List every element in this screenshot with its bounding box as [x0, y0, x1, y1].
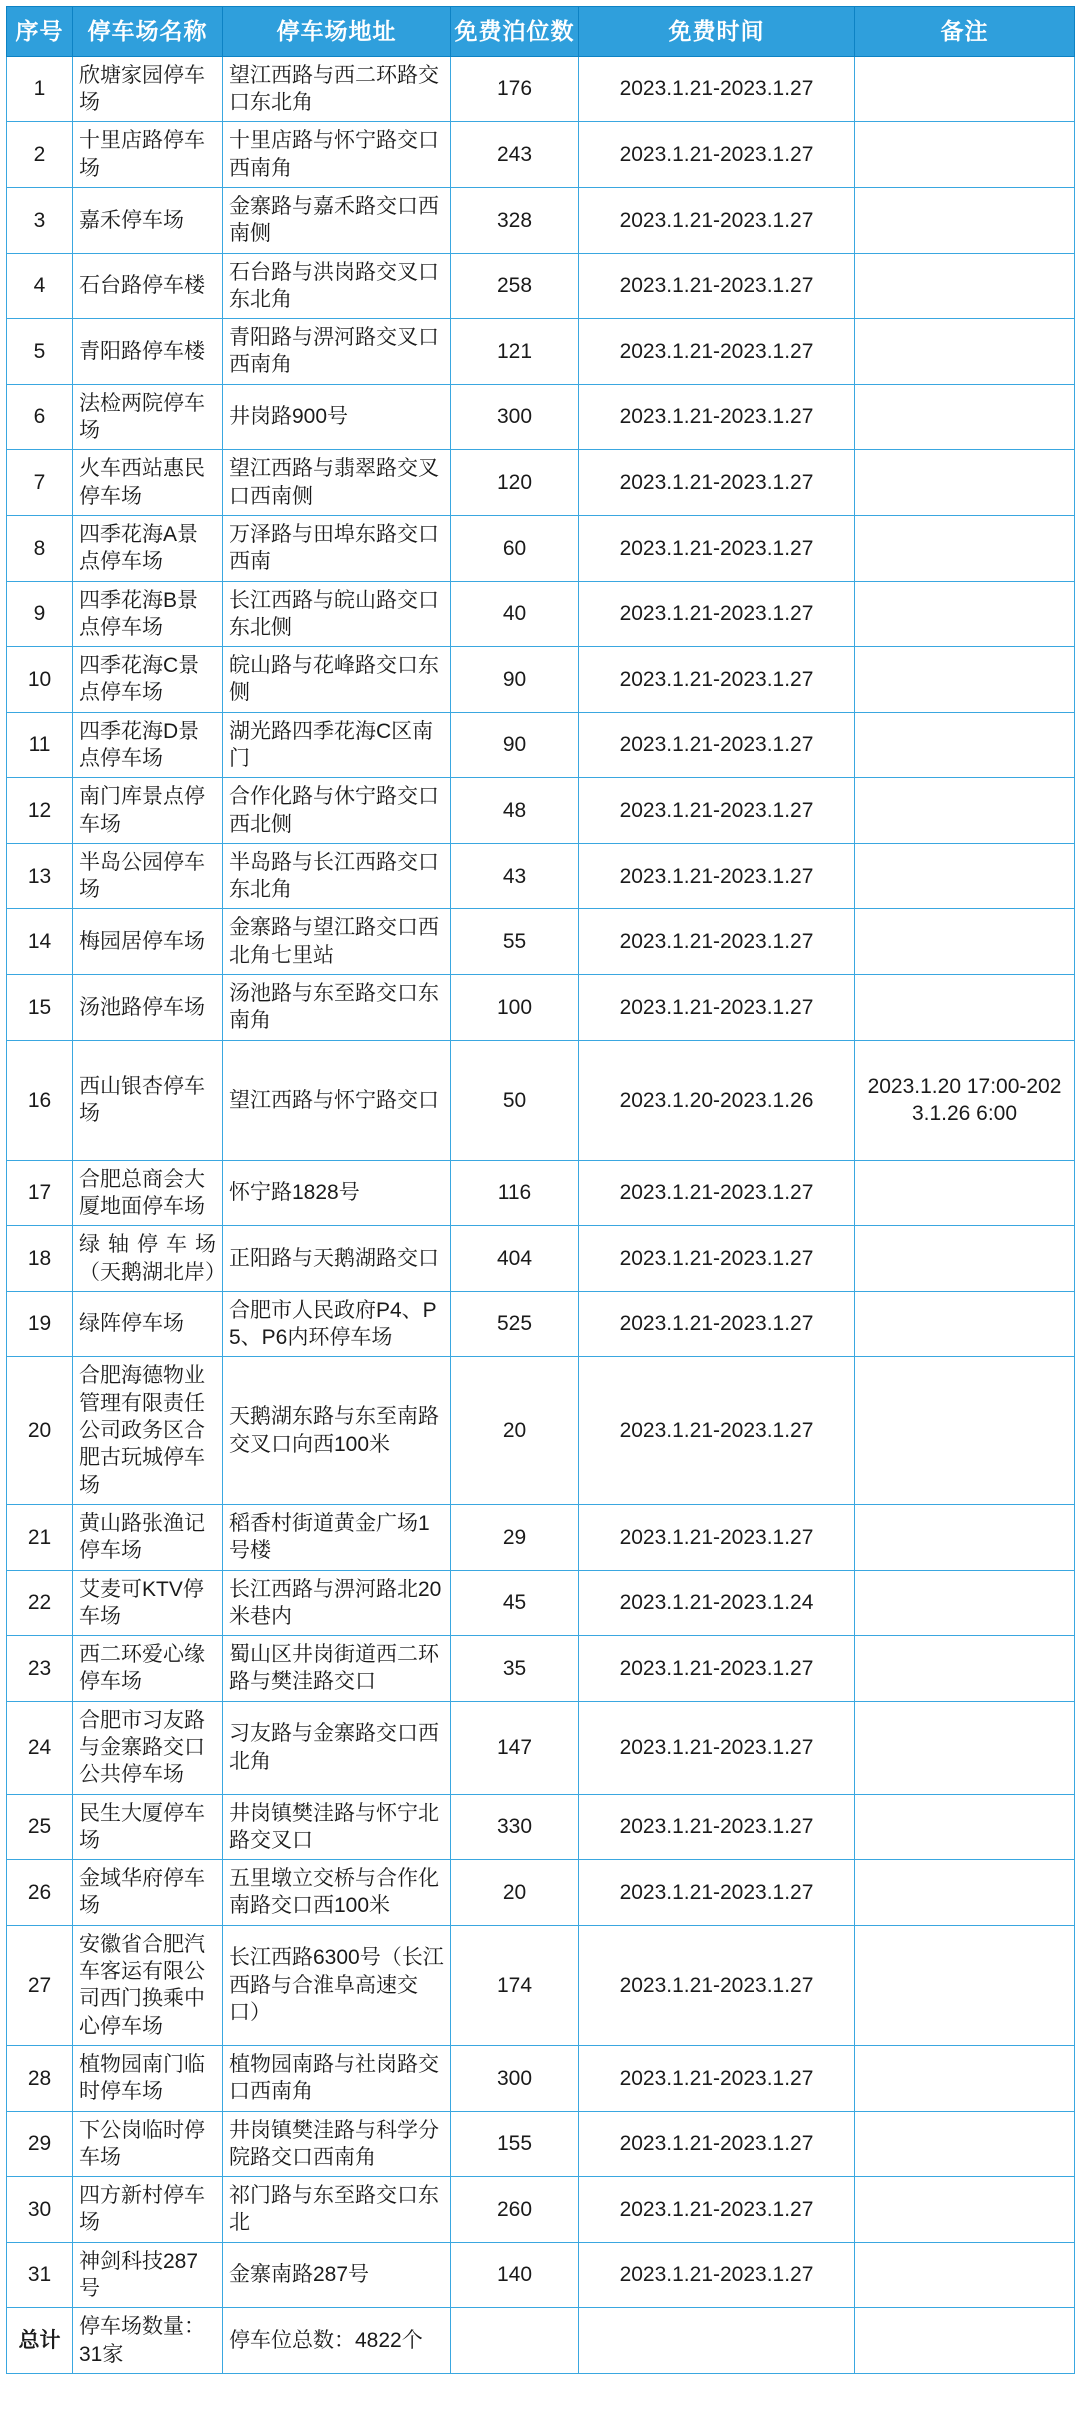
cell-remark	[855, 1636, 1075, 1702]
table-row	[7, 56, 1075, 122]
cell-free-time: 2023.1.21-2023.1.27	[579, 909, 855, 975]
cell-free-time: 2023.1.21-2023.1.27	[579, 1226, 855, 1292]
cell-remark	[855, 1570, 1075, 1636]
cell-free-time: 2023.1.21-2023.1.27	[579, 778, 855, 844]
cell-remark	[855, 122, 1075, 188]
cell-index: 7	[7, 450, 73, 516]
cell-index: 22	[7, 1570, 73, 1636]
table-row	[7, 122, 1075, 188]
cell-total-blank-3	[855, 2308, 1075, 2374]
table-row	[7, 647, 1075, 713]
cell-address: 习友路与金寨路交口西北角	[223, 1701, 451, 1794]
cell-free-time: 2023.1.21-2023.1.27	[579, 1291, 855, 1357]
cell-remark	[855, 843, 1075, 909]
table-row	[7, 1160, 1075, 1226]
cell-address: 万泽路与田埠东路交口西南	[223, 515, 451, 581]
cell-name: 法检两院停车场	[73, 384, 223, 450]
cell-name: 下公岗临时停车场	[73, 2111, 223, 2177]
cell-free-time: 2023.1.21-2023.1.27	[579, 319, 855, 385]
cell-address: 金寨路与望江路交口西北角七里站	[223, 909, 451, 975]
cell-slots: 140	[451, 2242, 579, 2308]
cell-name: 四季花海C景点停车场	[73, 647, 223, 713]
cell-name: 四季花海A景点停车场	[73, 515, 223, 581]
cell-remark	[855, 778, 1075, 844]
cell-address: 十里店路与怀宁路交口西南角	[223, 122, 451, 188]
cell-remark	[855, 647, 1075, 713]
cell-slots: 20	[451, 1357, 579, 1504]
cell-name: 欣塘家园停车场	[73, 56, 223, 122]
table-row	[7, 843, 1075, 909]
cell-name: 黄山路张渔记停车场	[73, 1504, 223, 1570]
cell-remark	[855, 319, 1075, 385]
cell-remark	[855, 2045, 1075, 2111]
cell-name: 嘉禾停车场	[73, 187, 223, 253]
cell-free-time: 2023.1.21-2023.1.27	[579, 384, 855, 450]
cell-name: 半岛公园停车场	[73, 843, 223, 909]
cell-name: 合肥市习友路与金寨路交口公共停车场	[73, 1701, 223, 1794]
cell-index: 15	[7, 975, 73, 1041]
cell-total-blank-2	[579, 2308, 855, 2374]
cell-slots: 121	[451, 319, 579, 385]
cell-slots: 50	[451, 1040, 579, 1160]
cell-address: 怀宁路1828号	[223, 1160, 451, 1226]
cell-remark	[855, 1860, 1075, 1926]
cell-slots: 328	[451, 187, 579, 253]
cell-free-time: 2023.1.21-2023.1.27	[579, 1357, 855, 1504]
table-row	[7, 1040, 1075, 1160]
cell-index: 21	[7, 1504, 73, 1570]
cell-remark	[855, 975, 1075, 1041]
cell-index: 26	[7, 1860, 73, 1926]
cell-remark	[855, 2242, 1075, 2308]
cell-name: 艾麦可KTV停车场	[73, 1570, 223, 1636]
cell-index: 28	[7, 2045, 73, 2111]
cell-address: 祁门路与东至路交口东北	[223, 2177, 451, 2243]
cell-free-time: 2023.1.21-2023.1.27	[579, 2111, 855, 2177]
cell-index: 12	[7, 778, 73, 844]
table-row	[7, 1226, 1075, 1292]
cell-slots: 155	[451, 2111, 579, 2177]
cell-address: 天鹅湖东路与东至南路交叉口向西100米	[223, 1357, 451, 1504]
cell-name: 安徽省合肥汽车客运有限公司西门换乘中心停车场	[73, 1925, 223, 2045]
cell-slots: 35	[451, 1636, 579, 1702]
cell-name: 合肥总商会大厦地面停车场	[73, 1160, 223, 1226]
table-total-row	[7, 2308, 1075, 2374]
table-row	[7, 1636, 1075, 1702]
cell-slots: 147	[451, 1701, 579, 1794]
cell-free-time: 2023.1.21-2023.1.27	[579, 2242, 855, 2308]
cell-slots: 300	[451, 2045, 579, 2111]
cell-remark	[855, 1925, 1075, 2045]
cell-remark	[855, 253, 1075, 319]
cell-slots: 258	[451, 253, 579, 319]
cell-slots: 260	[451, 2177, 579, 2243]
cell-name: 西山银杏停车场	[73, 1040, 223, 1160]
cell-slots: 300	[451, 384, 579, 450]
cell-index: 30	[7, 2177, 73, 2243]
table-row	[7, 581, 1075, 647]
cell-free-time: 2023.1.21-2023.1.27	[579, 1794, 855, 1860]
header-remark: 备注	[855, 7, 1075, 57]
cell-name: 合肥海德物业管理有限责任公司政务区合肥古玩城停车场	[73, 1357, 223, 1504]
cell-address: 稻香村街道黄金广场1号楼	[223, 1504, 451, 1570]
cell-free-time: 2023.1.21-2023.1.27	[579, 56, 855, 122]
cell-index: 11	[7, 712, 73, 778]
cell-free-time: 2023.1.21-2023.1.27	[579, 122, 855, 188]
cell-index: 16	[7, 1040, 73, 1160]
table-row	[7, 1925, 1075, 2045]
header-free-slots: 免费泊位数	[451, 7, 579, 57]
table-row	[7, 1357, 1075, 1504]
cell-index: 6	[7, 384, 73, 450]
cell-free-time: 2023.1.21-2023.1.27	[579, 450, 855, 516]
cell-name: 石台路停车楼	[73, 253, 223, 319]
table-row	[7, 2242, 1075, 2308]
cell-remark	[855, 1291, 1075, 1357]
cell-index: 24	[7, 1701, 73, 1794]
cell-free-time: 2023.1.21-2023.1.27	[579, 2045, 855, 2111]
cell-address: 植物园南路与社岗路交口西南角	[223, 2045, 451, 2111]
cell-index: 29	[7, 2111, 73, 2177]
cell-address: 半岛路与长江西路交口东北角	[223, 843, 451, 909]
cell-slots: 48	[451, 778, 579, 844]
cell-slots: 55	[451, 909, 579, 975]
cell-index: 14	[7, 909, 73, 975]
cell-name: 南门库景点停车场	[73, 778, 223, 844]
cell-slots: 20	[451, 1860, 579, 1926]
cell-remark	[855, 2177, 1075, 2243]
cell-free-time: 2023.1.21-2023.1.27	[579, 1504, 855, 1570]
cell-name: 火车西站惠民停车场	[73, 450, 223, 516]
header-parking-address: 停车场地址	[223, 7, 451, 57]
cell-remark	[855, 2111, 1075, 2177]
table-row	[7, 253, 1075, 319]
cell-index: 8	[7, 515, 73, 581]
cell-address: 长江西路与皖山路交口东北侧	[223, 581, 451, 647]
cell-slots: 40	[451, 581, 579, 647]
cell-name: 十里店路停车场	[73, 122, 223, 188]
cell-remark	[855, 515, 1075, 581]
cell-total-count: 停车场数量：31家	[73, 2308, 223, 2374]
cell-remark	[855, 712, 1075, 778]
cell-index: 3	[7, 187, 73, 253]
cell-name: 西二环爱心缘停车场	[73, 1636, 223, 1702]
cell-free-time: 2023.1.20-2023.1.26	[579, 1040, 855, 1160]
cell-index: 9	[7, 581, 73, 647]
cell-free-time: 2023.1.21-2023.1.27	[579, 1701, 855, 1794]
header-parking-name: 停车场名称	[73, 7, 223, 57]
cell-free-time: 2023.1.21-2023.1.27	[579, 253, 855, 319]
table-row	[7, 1701, 1075, 1794]
cell-address: 青阳路与淠河路交叉口西南角	[223, 319, 451, 385]
cell-name: 四季花海B景点停车场	[73, 581, 223, 647]
cell-slots: 116	[451, 1160, 579, 1226]
cell-remark	[855, 581, 1075, 647]
cell-name: 汤池路停车场	[73, 975, 223, 1041]
cell-remark	[855, 384, 1075, 450]
cell-address: 望江西路与西二环路交口东北角	[223, 56, 451, 122]
cell-name: 神剑科技287号	[73, 2242, 223, 2308]
cell-index: 23	[7, 1636, 73, 1702]
cell-total-slots: 停车位总数：4822个	[223, 2308, 451, 2374]
cell-index: 25	[7, 1794, 73, 1860]
table-row	[7, 187, 1075, 253]
cell-remark	[855, 1357, 1075, 1504]
cell-address: 五里墩立交桥与合作化南路交口西100米	[223, 1860, 451, 1926]
cell-address: 湖光路四季花海C区南门	[223, 712, 451, 778]
cell-index: 20	[7, 1357, 73, 1504]
header-index: 序号	[7, 7, 73, 57]
cell-index: 17	[7, 1160, 73, 1226]
cell-name: 青阳路停车楼	[73, 319, 223, 385]
cell-slots: 330	[451, 1794, 579, 1860]
cell-slots: 60	[451, 515, 579, 581]
cell-address: 井岗镇樊洼路与科学分院路交口西南角	[223, 2111, 451, 2177]
table-row	[7, 2177, 1075, 2243]
cell-remark	[855, 1226, 1075, 1292]
cell-index: 31	[7, 2242, 73, 2308]
cell-name: 绿阵停车场	[73, 1291, 223, 1357]
cell-name: 绿轴停车场（天鹅湖北岸）	[73, 1226, 223, 1292]
cell-slots: 90	[451, 712, 579, 778]
cell-index: 1	[7, 56, 73, 122]
cell-slots: 120	[451, 450, 579, 516]
cell-name: 民生大厦停车场	[73, 1794, 223, 1860]
cell-remark	[855, 56, 1075, 122]
cell-address: 井岗镇樊洼路与怀宁北路交叉口	[223, 1794, 451, 1860]
cell-free-time: 2023.1.21-2023.1.27	[579, 975, 855, 1041]
cell-slots: 404	[451, 1226, 579, 1292]
cell-index: 2	[7, 122, 73, 188]
cell-address: 望江西路与翡翠路交叉口西南侧	[223, 450, 451, 516]
cell-address: 金寨路与嘉禾路交口西南侧	[223, 187, 451, 253]
cell-name: 梅园居停车场	[73, 909, 223, 975]
cell-free-time: 2023.1.21-2023.1.27	[579, 712, 855, 778]
header-free-time: 免费时间	[579, 7, 855, 57]
cell-slots: 29	[451, 1504, 579, 1570]
cell-slots: 90	[451, 647, 579, 713]
table-header-row	[7, 7, 1075, 57]
cell-free-time: 2023.1.21-2023.1.27	[579, 647, 855, 713]
cell-address: 合作化路与休宁路交口西北侧	[223, 778, 451, 844]
cell-slots: 100	[451, 975, 579, 1041]
table-row	[7, 1570, 1075, 1636]
table-row	[7, 712, 1075, 778]
cell-remark	[855, 187, 1075, 253]
cell-name: 四季花海D景点停车场	[73, 712, 223, 778]
table-row	[7, 384, 1075, 450]
cell-name: 四方新村停车场	[73, 2177, 223, 2243]
cell-index: 5	[7, 319, 73, 385]
cell-free-time: 2023.1.21-2023.1.24	[579, 1570, 855, 1636]
cell-remark	[855, 1504, 1075, 1570]
cell-address: 汤池路与东至路交口东南角	[223, 975, 451, 1041]
cell-free-time: 2023.1.21-2023.1.27	[579, 1160, 855, 1226]
cell-free-time: 2023.1.21-2023.1.27	[579, 843, 855, 909]
cell-remark	[855, 1794, 1075, 1860]
cell-name: 植物园南门临时停车场	[73, 2045, 223, 2111]
table-row	[7, 975, 1075, 1041]
table-row	[7, 1860, 1075, 1926]
cell-address: 蜀山区井岗街道西二环路与樊洼路交口	[223, 1636, 451, 1702]
cell-free-time: 2023.1.21-2023.1.27	[579, 2177, 855, 2243]
table-row	[7, 450, 1075, 516]
cell-address: 长江西路6300号（长江西路与合淮阜高速交口）	[223, 1925, 451, 2045]
cell-free-time: 2023.1.21-2023.1.27	[579, 515, 855, 581]
cell-free-time: 2023.1.21-2023.1.27	[579, 1925, 855, 2045]
cell-free-time: 2023.1.21-2023.1.27	[579, 581, 855, 647]
cell-address: 金寨南路287号	[223, 2242, 451, 2308]
table-row	[7, 319, 1075, 385]
cell-index: 27	[7, 1925, 73, 2045]
table-row	[7, 1291, 1075, 1357]
cell-index: 19	[7, 1291, 73, 1357]
cell-slots: 176	[451, 56, 579, 122]
cell-address: 井岗路900号	[223, 384, 451, 450]
table-row	[7, 2111, 1075, 2177]
table-row	[7, 1504, 1075, 1570]
table-row	[7, 515, 1075, 581]
table-row	[7, 909, 1075, 975]
cell-total-blank-1	[451, 2308, 579, 2374]
cell-slots: 174	[451, 1925, 579, 2045]
cell-address: 望江西路与怀宁路交口	[223, 1040, 451, 1160]
cell-remark: 2023.1.20 17:00-2023.1.26 6:00	[855, 1040, 1075, 1160]
cell-address: 正阳路与天鹅湖路交口	[223, 1226, 451, 1292]
table-row	[7, 1794, 1075, 1860]
table-row	[7, 2045, 1075, 2111]
cell-address: 合肥市人民政府P4、P5、P6内环停车场	[223, 1291, 451, 1357]
cell-name: 金域华府停车场	[73, 1860, 223, 1926]
cell-address: 石台路与洪岗路交叉口东北角	[223, 253, 451, 319]
cell-remark	[855, 1701, 1075, 1794]
cell-address: 长江西路与淠河路北20米巷内	[223, 1570, 451, 1636]
cell-remark	[855, 909, 1075, 975]
cell-free-time: 2023.1.21-2023.1.27	[579, 187, 855, 253]
cell-free-time: 2023.1.21-2023.1.27	[579, 1636, 855, 1702]
cell-index: 10	[7, 647, 73, 713]
free-parking-table	[6, 6, 1075, 2374]
cell-free-time: 2023.1.21-2023.1.27	[579, 1860, 855, 1926]
cell-address: 皖山路与花峰路交口东侧	[223, 647, 451, 713]
table-body	[7, 56, 1075, 2373]
cell-slots: 45	[451, 1570, 579, 1636]
cell-slots: 243	[451, 122, 579, 188]
cell-total-label: 总计	[7, 2308, 73, 2374]
cell-index: 18	[7, 1226, 73, 1292]
cell-slots: 43	[451, 843, 579, 909]
cell-remark	[855, 1160, 1075, 1226]
table-row	[7, 778, 1075, 844]
cell-remark	[855, 450, 1075, 516]
cell-slots: 525	[451, 1291, 579, 1357]
cell-index: 13	[7, 843, 73, 909]
cell-index: 4	[7, 253, 73, 319]
